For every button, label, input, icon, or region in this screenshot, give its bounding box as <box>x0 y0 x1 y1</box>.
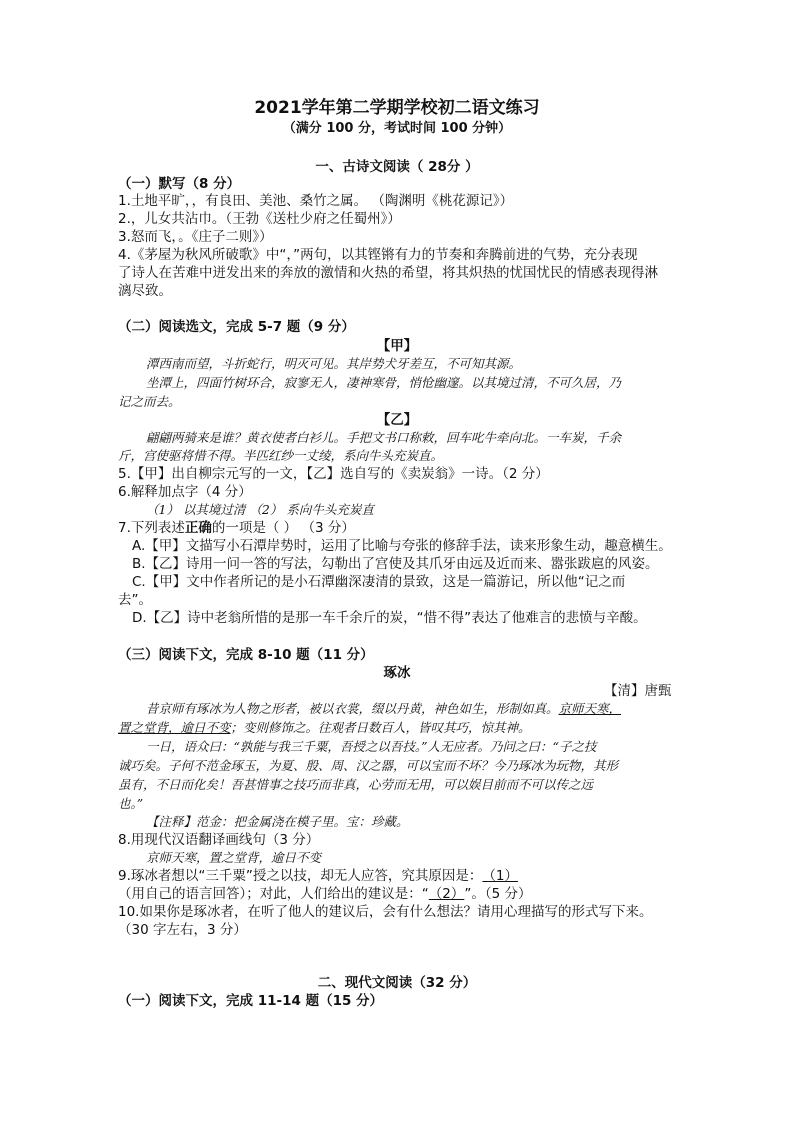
passage-yi-line1: 翩翩两骑来是谁？黄衣使者白衫儿。手把文书口称敕，回车叱牛牵向北。一车炭，千余 <box>146 430 622 445</box>
passage-jia-label: 【甲】 <box>376 338 418 354</box>
question-4-line1: 4.《茅屋为秋风所破歌》中“，”两句，以其铿锵有力的节奏和奔腾前进的气势，充分表现 <box>118 247 638 263</box>
question-9-line1 <box>118 867 518 885</box>
section2-part1-heading: （一）阅读下文，完成 11-14 题（15 分） <box>118 993 384 1009</box>
passage-yi-label: 【乙】 <box>376 412 418 428</box>
question-7-suffix: 的一项是（ ） （3 分） <box>211 520 355 536</box>
section2-heading: 二、现代文阅读（32 分） <box>317 975 477 991</box>
passage-yi-line2: 斤，宫使驱将惜不得。半匹红纱一丈绫，系向牛头充炭直。 <box>118 448 444 463</box>
question-1: 1.土地平旷，，有良田、美池、桑竹之属。 （陶渊明《桃花源记》） <box>118 193 514 209</box>
exam-subtitle: （满分 100 分，考试时间 100 分钟） <box>282 121 512 136</box>
essay-para2-line4: 也。” <box>118 796 144 811</box>
part2-heading: （二）阅读选文，完成 5-7 题（9 分） <box>118 319 355 335</box>
question-8-sentence: 京师天寒，置之堂背，逾日不变 <box>146 850 322 865</box>
essay-para1-line1 <box>146 700 621 718</box>
essay-para1-line2 <box>118 719 531 737</box>
part1-heading: （一）默写（8 分） <box>118 176 241 192</box>
exam-title: 2021学年第二学期学校初二语文练习 <box>254 98 540 118</box>
part3-heading: （三）阅读下文，完成 8-10 题（11 分） <box>118 647 374 663</box>
option-c-line2: 去”。 <box>118 592 152 608</box>
question-6-items: （1） 以其境过清 （2） 系向牛头充炭直 <box>146 502 374 517</box>
passage-jia-line2: 坐潭上，四面竹树环合，寂寥无人，凄神寒骨，悄怆幽邃。以其境过清，不可久居，乃 <box>146 375 622 390</box>
passage-jia-line3: 记之而去。 <box>118 394 181 409</box>
essay-note: 【注释】范金：把金属浇在模子里。宝：珍藏。 <box>146 814 409 829</box>
question-9-prompt: 9.琢冰者想以“三千粟”授之以技，却无人应答，究其原因是： <box>118 868 483 884</box>
option-a: A.【甲】文描写小石潭岸势时，运用了比喻与夸张的修辞手法，读来形象生动，趣意横生。 <box>132 538 672 554</box>
option-b: B.【乙】诗用一问一答的写法，勾勒出了宫使及其爪牙由远及近而来、嚣张跋扈的风姿。 <box>132 556 659 572</box>
underlined-sentence-part2: 置之堂背，逾日不变 <box>118 720 231 735</box>
section1-heading: 一、古诗文阅读（ 28分 ） <box>315 159 479 175</box>
essay-para2-line1: 一日，语众曰：“孰能与我三千粟，吾授之以吾技。”人无应者。乃问之曰：“子之技 <box>146 739 597 754</box>
question-9-points: ”。（5 分） <box>464 886 532 902</box>
essay-para1-rest: ；变则修饰之。往观者日数百人，皆叹其巧，惊其神。 <box>230 720 531 735</box>
question-2: 2.，儿女共沾巾。（王勃《送杜少府之任蜀州》） <box>118 211 401 227</box>
option-c-line1: C.【甲】文中作者所记的是小石潭幽深凄清的景致，这是一篇游记，所以他“记之而 <box>132 574 626 590</box>
question-4-line2: 了诗人在苦难中迸发出来的奔放的激情和火热的希望，将其炽热的忧国忧民的情感表现得淋 <box>118 265 658 281</box>
question-7 <box>118 519 355 537</box>
question-5: 5.【甲】出自柳宗元写的一文，【乙】选自写的《卖炭翁》一诗。（2 分） <box>118 466 549 482</box>
question-7-emphasis: 正确 <box>184 520 212 536</box>
question-7-prefix: 7.下列表述 <box>118 520 185 536</box>
essay-author: 【清】唐甄 <box>604 683 672 699</box>
essay-para2-line3: 虽有，不日而化矣！吾甚惜事之技巧而非真，心劳而无用，可以娱目前而不可以传之远 <box>118 777 594 792</box>
essay-para1-text: 昔京师有琢冰为人物之形者，被以衣裳，缀以丹黄，神色如生，形制如真。 <box>146 701 559 716</box>
question-8: 8.用现代汉语翻译画线句（3 分） <box>118 832 320 848</box>
essay-title: 琢冰 <box>383 665 411 681</box>
question-6: 6.解释加点字（4 分） <box>118 484 252 500</box>
essay-para2-line2: 诚巧矣。子何不范金琢玉，为夏、殷、周、汉之器，可以宝而不坏？今乃琢冰为玩物，其形 <box>118 758 619 773</box>
question-10-line2: （30 字左右，3 分） <box>118 922 247 938</box>
passage-jia-line1: 潭西南而望，斗折蛇行，明灭可见。其岸势犬牙差互，不可知其源。 <box>146 356 522 371</box>
underlined-sentence-part1: 京师天寒， <box>558 701 622 716</box>
question-9-line2 <box>118 885 531 903</box>
question-3: 3.怒而飞，。《庄子二则》） <box>118 229 273 245</box>
answer-blank-2[interactable]: （2） <box>428 886 465 902</box>
question-9-line2-text: （用自己的语言回答）；对此，人们给出的建议是：“ <box>118 886 429 902</box>
answer-blank-1[interactable]: （1） <box>482 868 518 884</box>
question-4-line3: 漓尽致。 <box>118 283 172 299</box>
question-10-line1: 10.如果你是琢冰者，在听了他人的建议后，会有什么想法？请用心理描写的形式写下来。 <box>118 904 653 920</box>
option-d: D.【乙】诗中老翁所惜的是那一车千余斤的炭，“惜不得”表达了他难言的悲愤与辛酸。 <box>132 610 647 626</box>
